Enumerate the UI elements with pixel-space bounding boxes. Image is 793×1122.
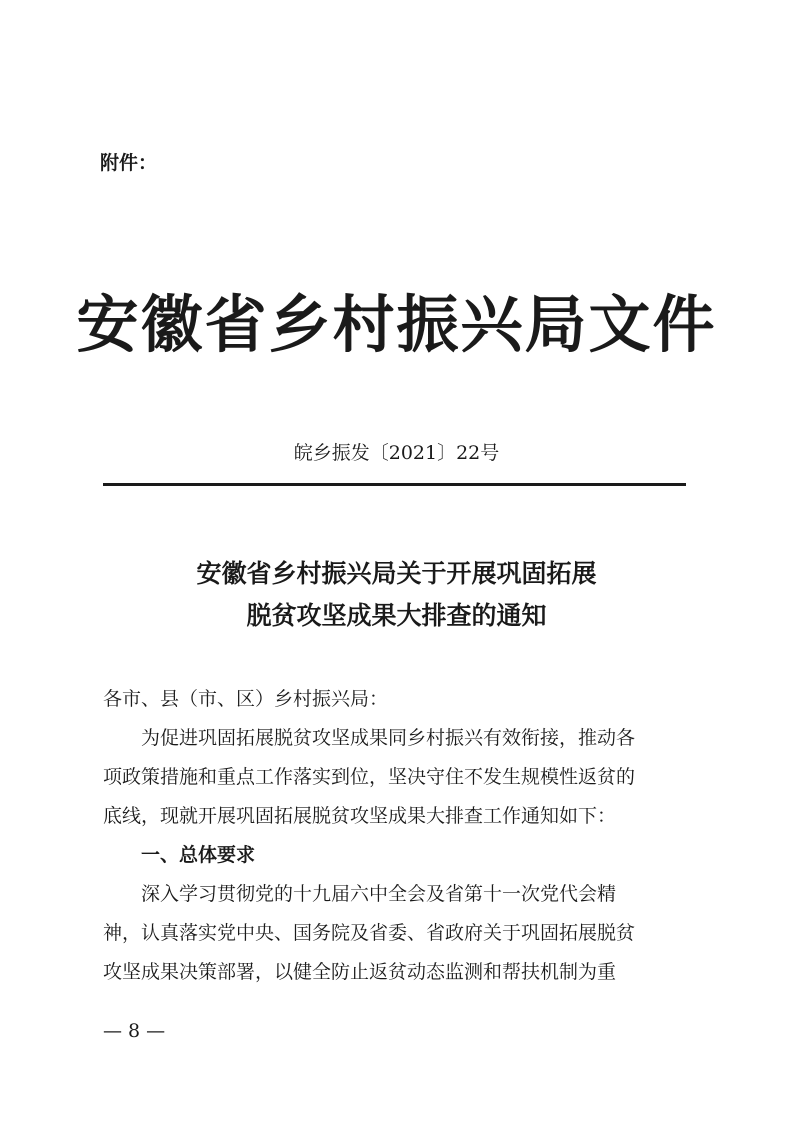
paragraph-line: 神，认真落实党中央、国务院及省委、省政府关于巩固拓展脱贫 <box>103 922 636 944</box>
paragraph-line: 攻坚成果决策部署，以健全防止返贫动态监测和帮扶机制为重 <box>103 961 617 983</box>
document-number: 皖乡振发〔2021〕22号 <box>293 442 500 464</box>
attachment-label: 附件： <box>100 152 158 174</box>
addressee: 各市、县（市、区）乡村振兴局： <box>103 688 389 710</box>
page-number: — 8 — <box>103 1020 166 1042</box>
header-divider <box>103 483 686 486</box>
issuer-heading: 安徽省乡村振兴局文件 <box>76 288 717 361</box>
notice-title-line-1: 安徽省乡村振兴局关于开展巩固拓展 <box>196 559 597 588</box>
paragraph-line: 项政策措施和重点工作落实到位，坚决守住不发生规模性返贫的 <box>103 766 636 788</box>
notice-title-line-2: 脱贫攻坚成果大排查的通知 <box>246 601 547 630</box>
section-heading: 一、总体要求 <box>141 844 256 866</box>
paragraph-line: 为促进巩固拓展脱贫攻坚成果同乡村振兴有效衔接，推动各 <box>141 727 636 749</box>
paragraph-line: 底线，现就开展巩固拓展脱贫攻坚成果大排查工作通知如下： <box>103 805 617 827</box>
paragraph-line: 深入学习贯彻党的十九届六中全会及省第十一次党代会精 <box>141 883 617 905</box>
